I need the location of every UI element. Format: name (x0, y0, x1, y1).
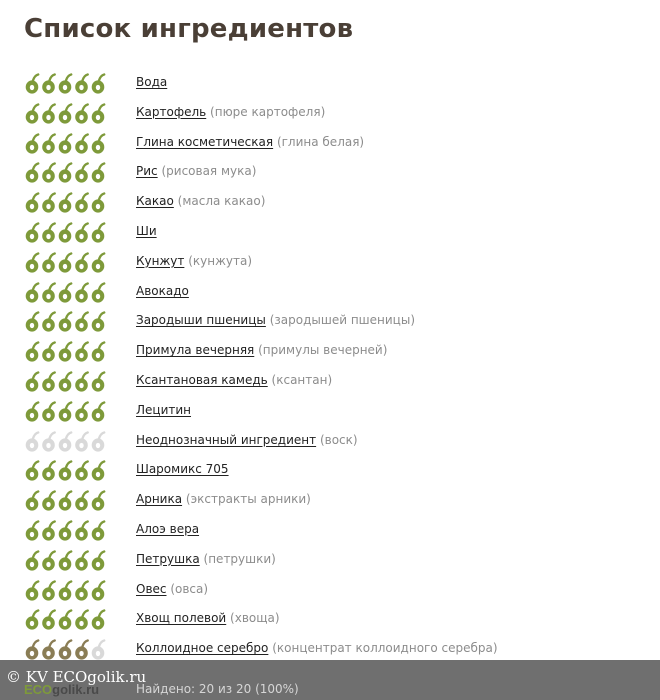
leaf-rating-icon (59, 521, 72, 540)
ingredient-link[interactable]: Лецитин (136, 402, 192, 417)
leaf-rating-icon (92, 611, 105, 630)
leaf-rating-icon (75, 194, 88, 213)
ingredient-note: (хвоща) (230, 611, 280, 626)
leaf-rating-icon (75, 104, 88, 123)
leaf-rating (24, 517, 108, 543)
leaf-rating-icon (42, 343, 55, 362)
ingredient-note: (овса) (170, 581, 209, 596)
ingredient-list (0, 68, 660, 664)
leaf-rating (24, 249, 108, 275)
leaf-rating-icon (59, 194, 72, 213)
ingredient-link[interactable]: Хвощ полевой (136, 611, 227, 626)
ingredient-row (0, 396, 660, 426)
leaf-rating-icon (42, 313, 55, 332)
ingredient-label (136, 312, 415, 328)
ingredient-link[interactable]: Неоднозначный ингредиент (136, 432, 317, 447)
ingredient-label (136, 193, 265, 209)
ingredient-link[interactable]: Картофель (136, 104, 207, 119)
ingredient-link[interactable]: Рис (136, 164, 158, 179)
leaf-rating-icon (75, 611, 88, 630)
ingredient-row (0, 455, 660, 485)
ingredient-link[interactable]: Глина косметическая (136, 134, 274, 149)
leaf-rating-icon (42, 253, 55, 272)
ingredient-link[interactable]: Кунжут (136, 253, 185, 268)
ingredient-row (0, 545, 660, 575)
ingredient-row (0, 604, 660, 634)
ingredient-link[interactable]: Авокадо (136, 283, 189, 298)
page-title: Список ингредиентов (24, 14, 354, 44)
leaf-rating-icon (42, 402, 55, 421)
leaf-rating-icon (92, 521, 105, 540)
ingredient-label (136, 521, 199, 537)
ingredient-link[interactable]: Ши (136, 223, 157, 238)
leaf-rating-icon (92, 462, 105, 481)
ingredient-link[interactable]: Алоэ вера (136, 521, 200, 536)
ingredient-row (0, 247, 660, 277)
ingredient-note: (зародышей пшеницы) (269, 313, 416, 328)
leaf-rating-icon (59, 75, 72, 94)
leaf-rating-icon (26, 641, 39, 660)
ingredient-note: (примулы вечерней) (258, 343, 388, 358)
leaf-rating (24, 308, 108, 334)
ingredient-label (136, 104, 325, 120)
leaf-rating-icon (75, 432, 88, 451)
ingredient-label (136, 253, 252, 269)
leaf-rating-icon (92, 164, 105, 183)
leaf-rating-icon (92, 343, 105, 362)
leaf-rating-icon (26, 551, 39, 570)
leaf-rating-icon (42, 223, 55, 242)
leaf-rating-icon (92, 75, 105, 94)
leaf-rating-icon (42, 104, 55, 123)
leaf-rating-icon (42, 75, 55, 94)
leaf-rating-icon (92, 104, 105, 123)
leaf-rating-icon (75, 581, 88, 600)
leaf-rating-icon (59, 104, 72, 123)
leaf-rating-icon (59, 581, 72, 600)
ingredient-row (0, 68, 660, 98)
ingredient-row (0, 157, 660, 187)
leaf-rating-icon (26, 462, 39, 481)
ingredient-note: (глина белая) (276, 134, 365, 149)
leaf-rating-icon (75, 164, 88, 183)
leaf-rating-icon (26, 372, 39, 391)
leaf-rating-icon (26, 75, 39, 94)
leaf-rating-icon (26, 104, 39, 123)
leaf-rating-icon (75, 134, 88, 153)
ingredient-row (0, 485, 660, 515)
ingredient-row (0, 217, 660, 247)
leaf-rating-icon (26, 313, 39, 332)
ingredient-label (136, 372, 332, 388)
leaf-rating (24, 189, 108, 215)
leaf-rating-icon (75, 462, 88, 481)
ingredient-row (0, 575, 660, 605)
ingredient-label (136, 283, 189, 299)
leaf-rating-icon (42, 551, 55, 570)
leaf-rating-icon (59, 432, 72, 451)
ingredient-label (136, 402, 191, 418)
ingredient-label (136, 551, 276, 567)
ingredient-link[interactable]: Примула вечерняя (136, 343, 255, 358)
ingredient-note: (экстракты арники) (185, 492, 311, 507)
ingredient-row (0, 306, 660, 336)
ingredient-note: (петрушки) (203, 551, 276, 566)
leaf-rating (24, 487, 108, 513)
leaf-rating (24, 577, 108, 603)
leaf-rating-icon (26, 134, 39, 153)
leaf-rating (24, 100, 108, 126)
ingredient-note: (рисовая мука) (161, 164, 257, 179)
leaf-rating-icon (26, 492, 39, 511)
leaf-rating-icon (92, 134, 105, 153)
leaf-rating-icon (26, 432, 39, 451)
ingredient-row (0, 336, 660, 366)
leaf-rating-icon (42, 372, 55, 391)
leaf-rating-icon (92, 283, 105, 302)
leaf-rating-icon (26, 521, 39, 540)
ingredient-link[interactable]: Петрушка (136, 551, 200, 566)
leaf-rating (24, 219, 108, 245)
leaf-rating (24, 636, 108, 662)
leaf-rating-icon (92, 194, 105, 213)
leaf-rating (24, 130, 108, 156)
logo-rest: golik.ru (52, 682, 100, 697)
leaf-rating-icon (92, 581, 105, 600)
leaf-rating-icon (42, 432, 55, 451)
leaf-rating-icon (59, 641, 72, 660)
leaf-rating-icon (26, 253, 39, 272)
leaf-rating-icon (59, 283, 72, 302)
leaf-rating-icon (42, 611, 55, 630)
leaf-rating-icon (42, 521, 55, 540)
ingredient-row (0, 98, 660, 128)
ingredient-link[interactable]: Зародыши пшеницы (136, 313, 266, 328)
site-logo[interactable] (24, 682, 99, 697)
ingredient-note: (воск) (319, 432, 358, 447)
leaf-rating-icon (26, 283, 39, 302)
leaf-rating (24, 70, 108, 96)
ingredient-row (0, 426, 660, 456)
leaf-rating-icon (92, 253, 105, 272)
leaf-rating-icon (59, 313, 72, 332)
leaf-rating-icon (42, 641, 55, 660)
leaf-rating-icon (92, 432, 105, 451)
leaf-rating-icon (75, 253, 88, 272)
leaf-rating-icon (75, 223, 88, 242)
ingredient-label (136, 461, 229, 477)
ingredient-link[interactable]: Овес (136, 581, 167, 596)
leaf-rating-icon (75, 402, 88, 421)
leaf-rating-icon (92, 313, 105, 332)
leaf-rating-icon (59, 253, 72, 272)
leaf-rating-icon (26, 164, 39, 183)
ingredient-row (0, 366, 660, 396)
leaf-rating-icon (92, 492, 105, 511)
ingredient-label (136, 610, 280, 626)
ingredient-label (136, 640, 498, 656)
leaf-rating-icon (26, 194, 39, 213)
ingredient-label (136, 223, 157, 239)
leaf-rating-icon (26, 223, 39, 242)
leaf-rating-icon (75, 551, 88, 570)
leaf-rating-icon (59, 462, 72, 481)
leaf-rating-icon (59, 164, 72, 183)
ingredient-link[interactable]: Коллоидное серебро (136, 641, 269, 656)
leaf-rating-icon (92, 551, 105, 570)
leaf-rating-icon (42, 492, 55, 511)
leaf-rating (24, 547, 108, 573)
leaf-rating-icon (75, 641, 88, 660)
ingredient-label (136, 134, 364, 150)
leaf-rating-icon (26, 581, 39, 600)
leaf-rating-icon (59, 611, 72, 630)
ingredient-row (0, 515, 660, 545)
leaf-rating-icon (59, 402, 72, 421)
ingredient-note: (ксантан) (271, 372, 333, 387)
leaf-rating-icon (75, 313, 88, 332)
leaf-rating (24, 159, 108, 185)
leaf-rating-icon (75, 372, 88, 391)
leaf-rating-icon (92, 223, 105, 242)
ingredient-note: (пюре картофеля) (210, 104, 326, 119)
ingredient-note: (концентрат коллоидного серебра) (272, 641, 498, 656)
leaf-rating-icon (42, 283, 55, 302)
leaf-rating (24, 279, 108, 305)
ingredient-note: (масла какао) (177, 194, 266, 209)
ingredient-label (136, 74, 167, 90)
ingredient-link[interactable]: Какао (136, 194, 174, 209)
leaf-rating (24, 428, 108, 454)
ingredient-label (136, 432, 358, 448)
ingredient-label (136, 491, 311, 507)
logo-eco: ECO (24, 682, 53, 697)
leaf-rating-icon (75, 492, 88, 511)
watermark: © KV ECOgolik.ru (6, 668, 147, 686)
ingredient-label (136, 163, 256, 179)
leaf-rating-icon (75, 521, 88, 540)
leaf-rating-icon (42, 462, 55, 481)
leaf-rating-icon (59, 551, 72, 570)
leaf-rating-icon (75, 75, 88, 94)
ingredient-link[interactable]: Шаромикс 705 (136, 462, 229, 477)
leaf-rating-icon (26, 343, 39, 362)
leaf-rating (24, 457, 108, 483)
ingredient-row (0, 187, 660, 217)
leaf-rating-icon (42, 194, 55, 213)
ingredient-label (136, 342, 387, 358)
ingredient-label (136, 581, 208, 597)
leaf-rating-icon (75, 343, 88, 362)
leaf-rating-icon (59, 492, 72, 511)
leaf-rating-icon (42, 581, 55, 600)
leaf-rating (24, 338, 108, 364)
leaf-rating-icon (59, 134, 72, 153)
leaf-rating-icon (92, 372, 105, 391)
leaf-rating-icon (59, 223, 72, 242)
leaf-rating-icon (92, 641, 105, 660)
ingredient-note: (кунжута) (188, 253, 253, 268)
leaf-rating-icon (75, 283, 88, 302)
ingredient-link[interactable]: Вода (136, 75, 168, 89)
leaf-rating-icon (59, 372, 72, 391)
ingredient-row (0, 277, 660, 307)
leaf-rating-icon (42, 134, 55, 153)
leaf-rating-icon (42, 164, 55, 183)
leaf-rating-icon (59, 343, 72, 362)
leaf-rating (24, 398, 108, 424)
leaf-rating-icon (26, 402, 39, 421)
ingredient-link[interactable]: Ксантановая камедь (136, 372, 268, 387)
ingredient-row (0, 128, 660, 158)
ingredient-link[interactable]: Арника (136, 492, 183, 507)
found-count: Найдено: 20 из 20 (100%) (136, 682, 299, 696)
leaf-rating (24, 606, 108, 632)
leaf-rating-icon (26, 611, 39, 630)
leaf-rating-icon (92, 402, 105, 421)
leaf-rating (24, 368, 108, 394)
